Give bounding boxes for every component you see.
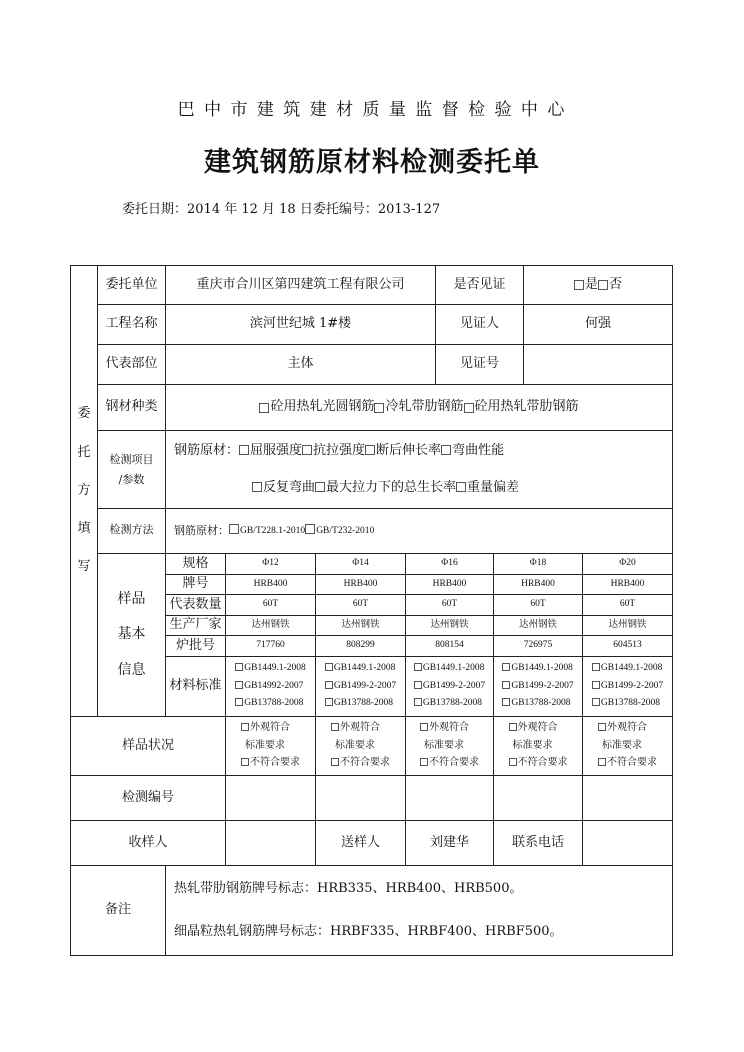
label-witness-no [435,344,524,385]
sample-cell[interactable] [493,656,583,717]
text: 牌号 [182,576,209,592]
text: 检测方法 [109,524,154,537]
text: Φ14 [352,558,369,569]
checkbox-label: GB13788-2008 [333,698,393,709]
witness-value[interactable] [523,304,673,345]
label-client [97,265,166,305]
checkbox-label: 否 [609,276,623,292]
checkbox[interactable] [241,723,249,731]
checkbox[interactable] [509,723,517,731]
sample-row-label [165,594,226,616]
text: HRB400 [610,578,645,589]
checkbox[interactable] [325,681,333,689]
receiver-value[interactable] [225,820,316,866]
text: 代表数量 [169,596,222,612]
project-value[interactable] [165,304,436,345]
sample-group-label [97,553,166,717]
text: 热轧带肋钢筋牌号标志：HRB335、HRB400、HRB500。 [174,881,523,897]
checkbox[interactable] [592,663,600,671]
test-no-cell[interactable] [315,775,406,821]
label-sample-status [70,716,226,776]
sample-cell [315,553,406,575]
checkbox-label: GB1499-2-2007 [511,680,574,691]
checkbox[interactable] [235,698,243,706]
sample-row-label [165,574,226,595]
checkbox[interactable] [574,280,584,290]
text: /参数 [118,472,145,486]
checkbox[interactable] [414,681,422,689]
text: 标准要求 [512,739,553,751]
text: 刘建华 [429,834,469,850]
checkbox-label: 砼用热轧光圆钢筋 [270,399,375,415]
text: 委 [77,406,91,422]
text: 代表部位 [105,356,158,372]
side-label-client-fill [70,265,98,717]
text: 备注 [104,902,131,918]
checkbox[interactable] [302,445,312,455]
checkbox-label: 不符合要求 [517,757,568,769]
checkbox[interactable] [509,758,517,766]
text: 滨河世纪城 1#楼 [249,316,352,332]
sample-cell [493,553,583,575]
text: Φ20 [619,558,636,569]
text: 主体 [287,356,314,372]
test-no-cell[interactable] [405,775,494,821]
text: Φ18 [529,558,547,569]
checkbox[interactable] [235,663,243,671]
client-name: 重庆市合川区第四建筑工程有限公司 [196,276,405,292]
checkbox-label: 是 [584,276,598,292]
text: Φ12 [262,558,279,569]
sample-cell [493,615,583,636]
checkbox[interactable] [331,723,339,731]
checkbox-label: 抗拉强度 [313,443,366,459]
checkbox-label: GB1449.1-2008 [333,662,396,673]
checkbox-label: GB1449.1-2008 [511,662,573,673]
checkbox[interactable] [252,482,262,492]
text: 717760 [256,640,285,651]
checkbox-label: GB13788-2008 [600,698,660,709]
text: 达州钢铁 [518,619,557,630]
sample-cell[interactable] [405,656,494,717]
label-part [97,344,166,385]
sample-row-label [165,615,226,636]
sample-cell[interactable] [315,656,406,717]
sample-cell [315,594,406,616]
text: 726975 [523,640,553,651]
text: 生产厂家 [169,617,222,633]
test-no-cell[interactable] [493,775,583,821]
sample-cell [405,635,494,657]
sample-cell [493,635,583,657]
checkbox-label: 外观符合 [607,722,647,734]
checkbox[interactable] [598,723,606,731]
checkbox-label: GB1449.1-2008 [244,662,306,673]
sample-status-cell[interactable] [582,716,673,776]
sample-cell [225,594,316,616]
text: 送样人 [340,834,380,850]
checkbox[interactable] [235,681,243,689]
checkbox-label: 外观符合 [340,722,380,734]
text: 样品 [117,590,146,607]
method-options[interactable] [165,508,673,554]
checkbox-label: 弯曲性能 [452,443,505,459]
checkbox-label: 不符合要求 [250,757,300,769]
sample-cell [582,635,673,657]
sample-cell [315,615,406,636]
text: 填 [77,521,91,537]
checkbox[interactable] [325,663,333,671]
sample-cell [405,615,494,636]
checkbox[interactable] [502,663,510,671]
sample-cell [225,574,316,595]
sample-row-label [165,635,226,657]
text: 见证号 [459,356,499,372]
checkbox[interactable] [592,698,600,706]
page-title: 建筑钢筋原材料检测委托单 [204,147,540,178]
sample-status-cell[interactable] [405,716,494,776]
checkbox-label: GB14992-2007 [244,680,304,691]
sample-row-label [165,553,226,575]
sample-cell [405,553,494,575]
client-value[interactable] [165,265,436,305]
checkbox-label: 外观符合 [250,722,290,734]
checkbox-label: GB13788-2008 [511,698,571,709]
label-witness-q [435,265,524,305]
sample-cell [225,615,316,636]
text: 炉批号 [175,637,215,653]
text: 写 [77,559,91,575]
checkbox-label: GB1499-2-2007 [600,680,664,691]
text: 工程名称 [105,316,158,332]
text: HRB400 [521,578,555,589]
text: 细晶粒热轧钢筋牌号标志：HRBF335、HRBF400、HRBF500。 [174,923,563,939]
checkbox[interactable] [239,445,249,455]
text: 60T [619,599,636,610]
label-witness [435,304,524,345]
sample-row-label [165,656,226,717]
checkbox-label: 不符合要求 [429,757,479,769]
text: 达州钢铁 [608,619,647,630]
checkbox[interactable] [229,524,239,534]
label-remarks [70,865,166,956]
checkbox[interactable] [441,445,451,455]
checkbox-label: GB/T228.1-2010 [240,526,306,537]
sample-cell [225,553,316,575]
sample-cell [493,594,583,616]
text: 见证人 [459,316,499,332]
sample-cell [315,635,406,657]
text: 是否见证 [453,276,506,292]
checkbox[interactable] [365,445,375,455]
checkbox-label: 外观符合 [429,722,469,734]
label-method [97,508,166,554]
test-no-cell[interactable] [582,775,673,821]
sample-cell [582,594,673,616]
text: 60T [530,599,546,610]
text: 808299 [346,640,375,651]
text: HRB400 [253,578,288,589]
remarks-text [165,865,673,956]
text: 基本 [117,626,146,643]
sample-cell [582,574,673,595]
checkbox-label: 冷轧带肋钢筋 [385,399,464,415]
text: 60T [262,599,279,610]
checkbox[interactable] [259,403,269,413]
witness-choice[interactable] [523,265,673,305]
text: 达州钢铁 [341,619,380,630]
text: 钢筋原材： [174,524,229,538]
checkbox[interactable] [502,681,510,689]
checkbox[interactable] [414,663,422,671]
checkbox[interactable] [331,758,339,766]
label-project [97,304,166,345]
text: 样品状况 [121,737,174,753]
checkbox[interactable] [315,482,325,492]
text: 标准要求 [602,739,642,751]
sample-cell [582,615,673,636]
text: 收样人 [128,834,168,850]
sample-cell[interactable] [582,656,673,717]
checkbox[interactable] [598,280,608,290]
checkbox-label: GB1449.1-2008 [422,662,485,673]
text: HRB400 [343,578,378,589]
checkbox[interactable] [456,482,466,492]
checkbox[interactable] [464,403,474,413]
text: 808154 [435,640,464,651]
label-receiver [70,820,226,866]
checkbox-label: 最大拉力下的总生长率 [326,479,457,495]
steel-options[interactable] [165,384,673,431]
sample-cell [493,574,583,595]
checkbox[interactable] [420,758,428,766]
label-phone [493,820,583,866]
text: 检测项目 [109,452,154,466]
text: 标准要求 [424,739,464,751]
text: HRB400 [432,578,467,589]
text: 材料标准 [169,678,222,694]
label-steel [97,384,166,431]
label-test-no [70,775,226,821]
date-and-number: 委托日期：2014 年 12 月 18 日委托编号：2013-127 [122,202,441,217]
checkbox[interactable] [420,723,428,731]
text: 联系电话 [511,834,564,850]
checkbox-label: GB13788-2008 [422,698,482,709]
checkbox-label: 不符合要求 [607,757,657,769]
text: 钢材种类 [105,399,158,415]
checkbox[interactable] [325,698,333,706]
text: 检测编号 [121,789,174,805]
sender-value[interactable] [405,820,494,866]
sample-cell [225,635,316,657]
checkbox[interactable] [305,524,315,534]
text: 标准要求 [245,739,285,751]
checkbox[interactable] [502,698,510,706]
part-value[interactable] [165,344,436,385]
text: 托 [77,444,91,460]
checkbox-label: GB1499-2-2007 [422,680,486,691]
checkbox[interactable] [374,403,384,413]
sample-cell [405,574,494,595]
checkbox-label: GB13788-2008 [244,698,304,709]
checkbox-label: GB/T232-2010 [316,526,375,537]
sample-status-cell[interactable] [225,716,316,776]
checkbox-label: 不符合要求 [340,757,390,769]
sample-status-cell[interactable] [493,716,583,776]
items-options[interactable] [165,430,673,509]
sample-cell [315,574,406,595]
text: 60T [352,599,369,610]
checkbox-label: 反复弯曲 [263,479,316,495]
organization-name: 巴 中 市 建 筑 建 材 质 量 监 督 检 验 中 心 [177,100,567,120]
test-no-cell[interactable] [225,775,316,821]
text: 规格 [182,555,209,571]
text: 60T [441,599,458,610]
phone-value[interactable] [582,820,673,866]
checkbox[interactable] [592,681,600,689]
checkbox-label: 砼用热轧带肋钢筋 [474,399,579,415]
checkbox-label: GB1449.1-2008 [600,662,663,673]
text: 达州钢铁 [430,619,469,630]
text: Φ16 [441,558,458,569]
text: 标准要求 [335,739,375,751]
checkbox-label: GB1499-2-2007 [333,680,397,691]
text: 方 [77,482,91,498]
checkbox[interactable] [241,758,249,766]
text: 达州钢铁 [251,619,290,630]
checkbox-label: 外观符合 [517,722,558,734]
checkbox-label: 屈服强度 [250,443,303,459]
sample-status-cell[interactable] [315,716,406,776]
text: 604513 [613,640,642,651]
checkbox[interactable] [598,758,606,766]
witness-no-value[interactable] [523,344,673,385]
text: 委托单位 [105,276,158,292]
text: 何强 [584,316,611,332]
text: 钢筋原材： [174,443,240,459]
text: 信息 [117,661,146,678]
checkbox-label: 重量偏差 [467,479,520,495]
sample-cell[interactable] [225,656,316,717]
label-items [97,430,166,509]
checkbox[interactable] [414,698,422,706]
sample-cell [405,594,494,616]
label-sender [315,820,406,866]
sample-cell [582,553,673,575]
checkbox-label: 断后伸长率 [376,443,442,459]
